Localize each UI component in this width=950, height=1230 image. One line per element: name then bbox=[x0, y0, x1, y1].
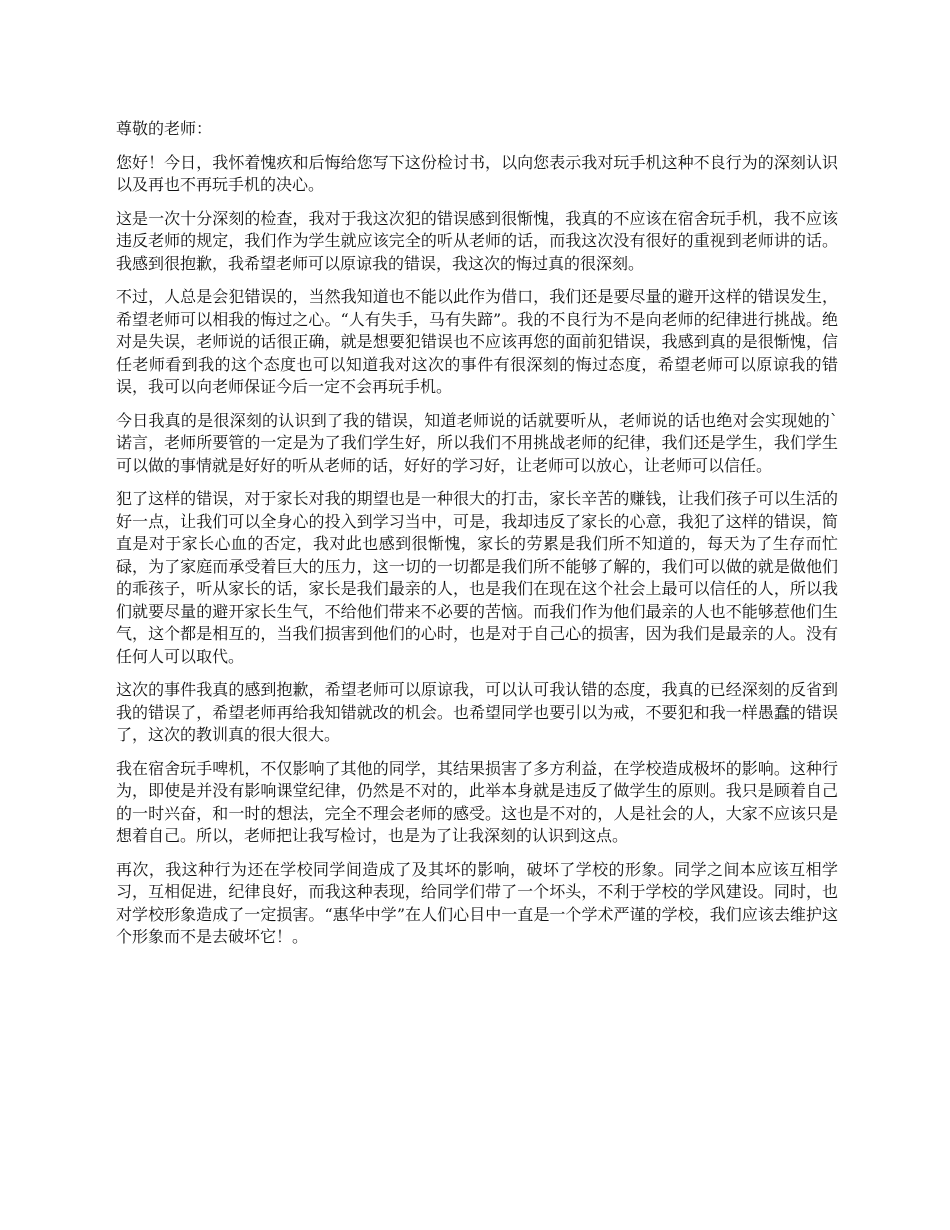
paragraph-dormitory: 我在宿舍玩手啤机，不仅影响了其他的同学，其结果损害了多方利益，在学校造成极坏的影响。这种行为，即使是并没有影响课堂纪律，仍然是不对的，此举本身就是违反了做学生的原则。我只是顾着自己的一时兴奋，和一时的想法，完全不理会老师的感受。这也是不对的，人是社会的人，大家不应该只是想着自己。所以，老师把让我写检讨，也是为了让我深刻的认识到这点。 bbox=[116, 758, 838, 845]
paragraph-parents: 犯了这样的错误，对于家长对我的期望也是一种很大的打击，家长辛苦的赚钱，让我们孩子可以生活的好一点，让我们可以全身心的投入到学习当中，可是，我却违反了家长的心意，我犯了这样的错误，简直是对于家长心血的否定，我对此也感到很惭愧，家长的劳累是我们所不知道的，每天为了生存而忙碌，为了家庭而承受着巨大的压力，这一切的一切都是我们所不能够了解的，我们可以做的就是做他们的乖孩子，听从家长的话，家长是我们最亲的人，也是我们在现在这个社会上最可以信任的人，所以我们就要尽量的避开家长生气，不给他们带来不必要的苦恼。而我们作为他们最亲的人也不能够惹他们生气，这个都是相互的，当我们损害到他们的心时，也是对于自己心的损害，因为我们是最亲的人。没有任何人可以取代。 bbox=[116, 489, 838, 666]
document-body bbox=[116, 118, 838, 960]
paragraph-deep-reflection: 这是一次十分深刻的检查，我对于我这次犯的错误感到很惭愧，我真的不应该在宿舍玩手机，我不应该违反老师的规定，我们作为学生就应该完全的听从老师的话，而我这次没有很好的重视到老师讲的话。我感到很抱歉，我希望老师可以原谅我的错误，我这次的悔过真的很深刻。 bbox=[116, 208, 838, 273]
paragraph-sorry: 这次的事件我真的感到抱歉，希望老师可以原谅我，可以认可我认错的态度，我真的已经深刻的反省到我的错误了，希望老师再给我知错就改的机会。也希望同学也要引以为戒，不要犯和我一样愚蠢的错误了，这次的教训真的很大很大。 bbox=[116, 680, 838, 744]
paragraph-recognition: 今日我真的是很深刻的认识到了我的错误，知道老师说的话就要听从，老师说的话也绝对会实现她的`诺言，老师所要管的一定是为了我们学生好，所以我们不用挑战老师的纪律，我们还是学生，我们学生可以做的事情就是好好的听从老师的话，好好的学习好，让老师可以放心，让老师可以信任。 bbox=[116, 410, 838, 475]
paragraph-greeting: 您好！今日，我怀着愧疚和后悔给您写下这份检讨书，以向您表示我对玩手机这种不良行为的深刻认识以及再也不再玩手机的决心。 bbox=[116, 152, 838, 194]
paragraph-apology: 不过，人总是会犯错误的，当然我知道也不能以此作为借口，我们还是要尽量的避开这样的错误发生，希望老师可以相我的悔过之心。“人有失手，马有失蹄”。我的不良行为不是向老师的纪律进行挑战。绝对是失误，老师说的话很正确，就是想要犯错误也不应该再您的面前犯错误，我感到真的是很惭愧，信任老师看到我的这个态度也可以知道我对这次的事件有很深刻的悔过态度，希望老师可以原谅我的错误，我可以向老师保证今后一定不会再玩手机。 bbox=[116, 287, 838, 396]
paragraph-school-image: 再次，我这种行为还在学校同学间造成了及其坏的影响，破坏了学校的形象。同学之间本应该互相学习，互相促进，纪律良好，而我这种表现，给同学们带了一个坏头，不利于学校的学风建设。同时，也对学校形象造成了一定损害。“惠华中学”在人们心目中一直是一个学术严谨的学校，我们应该去维护这个形象而不是去破坏它！。 bbox=[116, 859, 838, 946]
salutation: 尊敬的老师： bbox=[116, 119, 213, 138]
